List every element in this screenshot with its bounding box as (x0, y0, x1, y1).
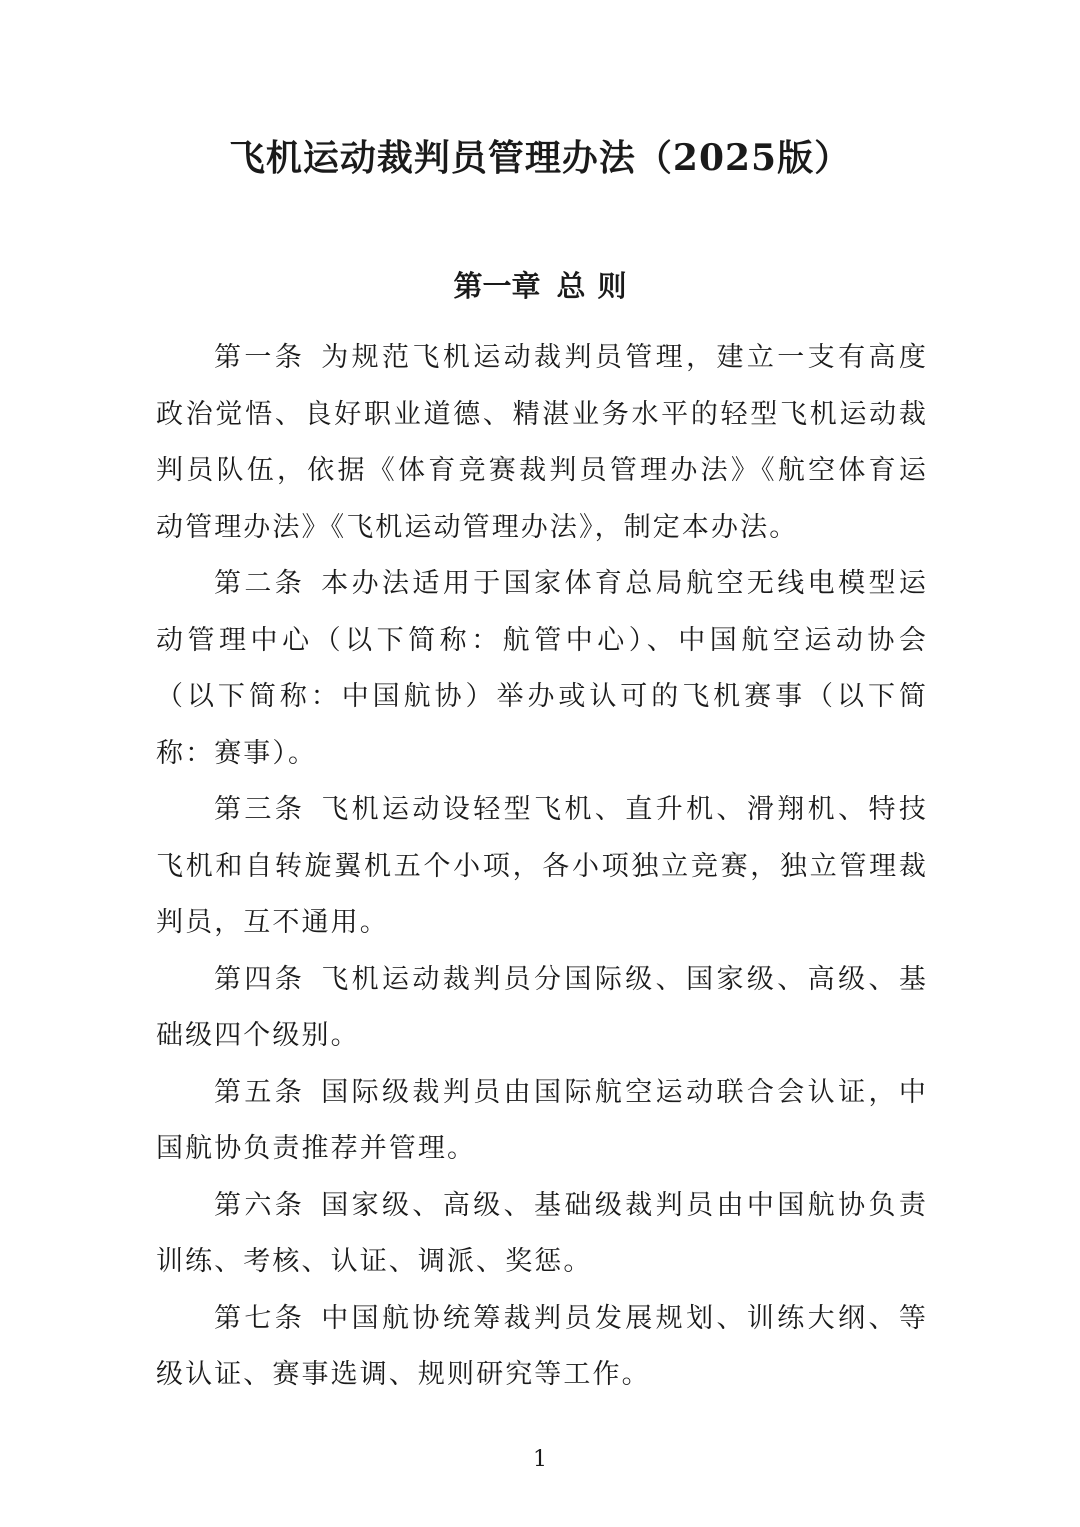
article-text: 本办法适用于国家体育总局航空无线电模型运动管理中心（以下简称：航管中心）、中国航空运动协会（以下简称：中国航协）举办或认可的飞机赛事（以下简称：赛事）。 (156, 568, 928, 769)
article-number: 第五条 (214, 1076, 306, 1108)
article-number: 第二条 (214, 568, 306, 599)
article-2 (156, 556, 928, 782)
article-5 (156, 1065, 928, 1178)
article-6 (156, 1178, 928, 1291)
document-title: 飞机运动裁判员管理办法（2025版） (228, 137, 852, 179)
chapter-heading (0, 262, 1080, 310)
article-1 (156, 330, 928, 556)
article-text: 飞机运动裁判员分国际级、国家级、高级、基础级四个级别。 (156, 963, 928, 1051)
document-body (156, 330, 928, 1404)
article-7 (156, 1291, 928, 1404)
article-text: 国际级裁判员由国际航空运动联合会认证，中国航协负责推荐并管理。 (156, 1076, 928, 1164)
article-number: 第一条 (214, 342, 306, 373)
article-text: 中国航协统筹裁判员发展规划、训练大纲、等级认证、赛事选调、规则研究等工作。 (156, 1302, 928, 1390)
article-text: 国家级、高级、基础级裁判员由中国航协负责训练、考核、认证、调派、奖惩。 (156, 1189, 928, 1277)
chapter-word-1: 总 (556, 269, 586, 303)
article-number: 第三条 (214, 794, 306, 825)
article-text: 飞机运动设轻型飞机、直升机、滑翔机、特技飞机和自转旋翼机五个小项，各小项独立竞赛，独立管理裁判员，互不通用。 (156, 794, 928, 938)
chapter-word-2: 则 (597, 269, 627, 303)
article-4 (156, 952, 928, 1065)
page-number: 1 (533, 1447, 547, 1472)
article-number: 第七条 (214, 1302, 306, 1334)
article-3 (156, 782, 928, 952)
article-number: 第四条 (214, 963, 306, 995)
article-number: 第六条 (214, 1189, 306, 1221)
article-text: 为规范飞机运动裁判员管理，建立一支有高度政治觉悟、良好职业道德、精湛业务水平的轻型飞机运动裁判员队伍，依据《体育竞赛裁判员管理办法》《航空体育运动管理办法》《飞机运动管理办法》，制定本办法。 (156, 342, 928, 543)
chapter-label: 第一章 (453, 269, 541, 303)
